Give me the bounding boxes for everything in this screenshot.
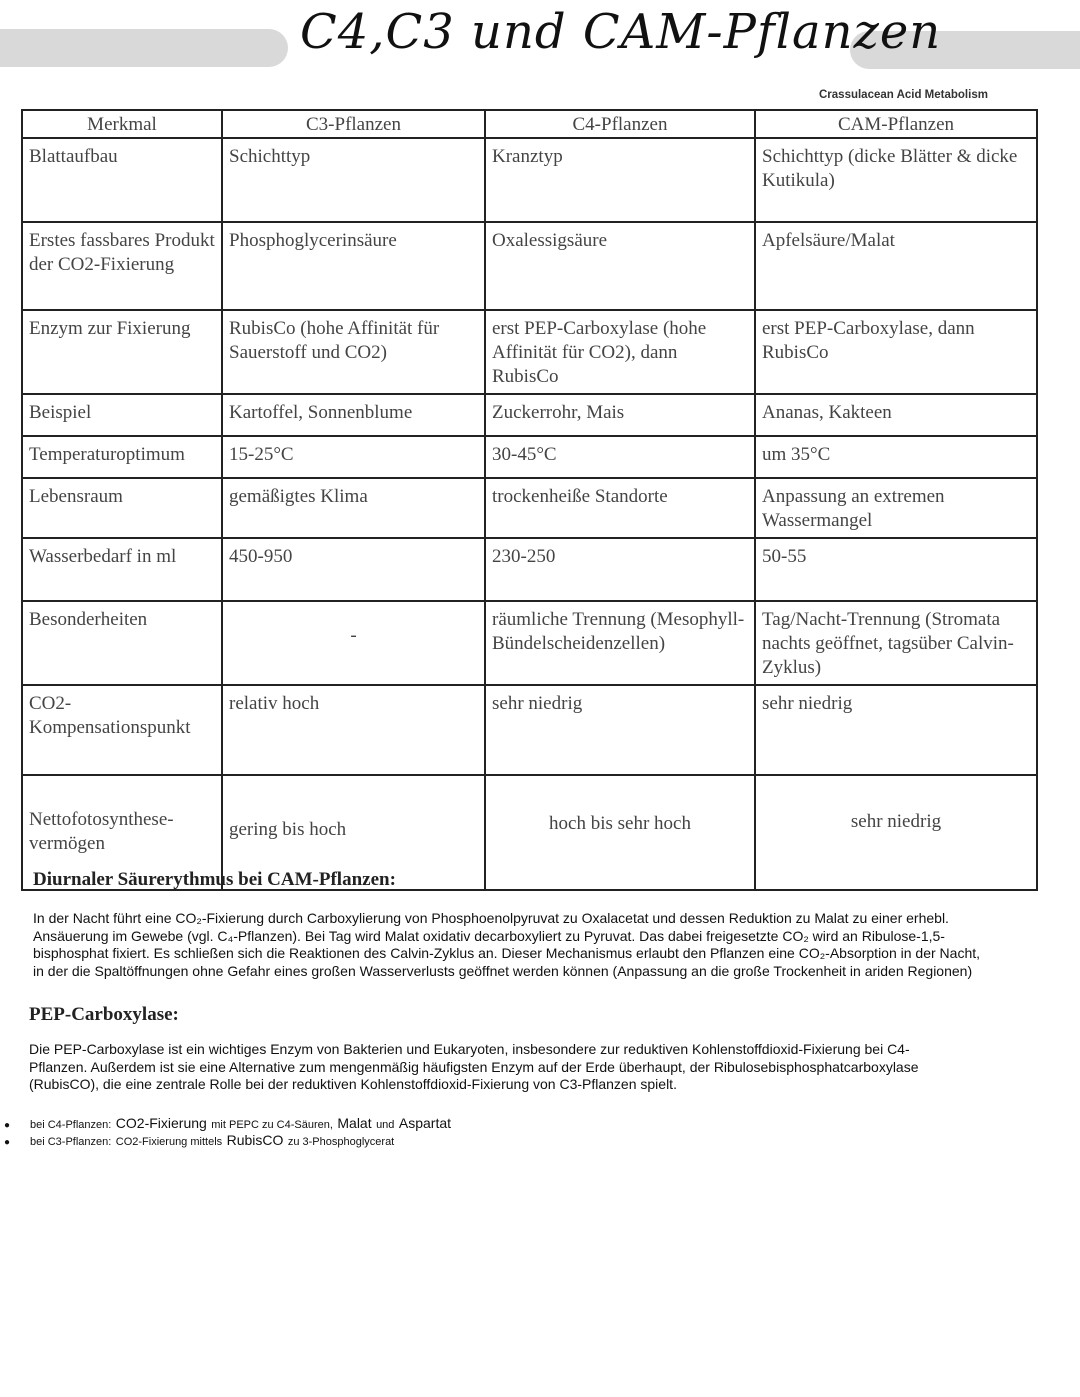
table-cell: Phosphoglycerinsäure: [222, 222, 485, 310]
table-cell: erst PEP-Carboxylase, dann RubisCo: [755, 310, 1037, 394]
list-item: ● bei C4-Pflanzen: CO2-Fixierung mit PEPC zu C4-Säuren, Malat und Aspartat: [4, 1115, 452, 1131]
section-heading-cam: Diurnaler Säurerythmus bei CAM-Pflanzen:: [33, 869, 396, 890]
header-merkmal: Merkmal: [22, 110, 222, 138]
row-label: Lebensraum: [22, 478, 222, 538]
table-cell: sehr niedrig: [755, 685, 1037, 775]
row-label: Temperaturoptimum: [22, 436, 222, 478]
table-cell: Tag/Nacht-Trennung (Stromata nachts geöffnet, tagsüber Calvin-Zyklus): [755, 601, 1037, 685]
table-cell: Ananas, Kakteen: [755, 394, 1037, 436]
table-cell: Kranztyp: [485, 138, 755, 222]
table-cell: 450-950: [222, 538, 485, 601]
table-cell: 50-55: [755, 538, 1037, 601]
bullet-icon: ●: [4, 1137, 11, 1148]
comparison-table: [21, 109, 1038, 891]
table-cell: relativ hoch: [222, 685, 485, 775]
table-cell: räumliche Trennung (Mesophyll-Bündelscheidenzellen): [485, 601, 755, 685]
list-item: ● bei C3-Pflanzen: CO2-Fixierung mittels RubisCO zu 3-Phosphoglycerat: [4, 1132, 395, 1148]
bullet-list: [4, 1115, 451, 1149]
table-cell: um 35°C: [755, 436, 1037, 478]
table-cell: sehr niedrig: [755, 775, 1037, 890]
table-cell: Anpassung an extremen Wassermangel: [755, 478, 1037, 538]
row-label: Besonderheiten: [22, 601, 222, 685]
table-cell: trockenheiße Standorte: [485, 478, 755, 538]
row-label: Erstes fassbares Produkt der CO2-Fixierung: [22, 222, 222, 310]
table-cell: -: [222, 601, 485, 685]
header-c3: C3-Pflanzen: [222, 110, 485, 138]
table-cell: gemäßigtes Klima: [222, 478, 485, 538]
table-row: [22, 222, 1037, 310]
table-cell: Oxalessigsäure: [485, 222, 755, 310]
header-cam: CAM-Pflanzen: [755, 110, 1037, 138]
table-row: [22, 138, 1037, 222]
row-label: CO2-Kompensationspunkt: [22, 685, 222, 775]
paragraph-pep: Die PEP-Carboxylase ist ein wichtiges Enzym von Bakterien und Eukaryoten, insbesondere zur reduktiven Kohlenstoffdioxid-Fixierung bei C4-Pflanzen. Außerdem ist sie eine Alternative zum mengenmäßig häufigsten Enzym auf der Erde überhaupt, der Ribulosebisphosphatcarboxylase (RubisCO), die eine zentrale Rolle bei der reduktiven Kohlenstoffdioxid-Fixierung von C3-Pflanzen spielt.: [29, 1041, 919, 1092]
page-title: C4,C3 und CAM-Pflanzen: [300, 4, 942, 60]
page-subtitle: Crassulacean Acid Metabolism: [819, 89, 988, 101]
table-cell: 30-45°C: [485, 436, 755, 478]
table-row: [22, 685, 1037, 775]
table-row: [22, 394, 1037, 436]
table-cell: hoch bis sehr hoch: [485, 775, 755, 890]
table-row: [22, 436, 1037, 478]
section-heading-pep: PEP-Carboxylase:: [29, 1004, 179, 1025]
decorative-bar-left: [0, 29, 288, 67]
table-cell: erst PEP-Carboxylase (hohe Affinität für CO2), dann RubisCo: [485, 310, 755, 394]
table-row: [22, 310, 1037, 394]
row-label: Beispiel: [22, 394, 222, 436]
row-label: Nettofotosynthese-vermögen: [22, 775, 222, 890]
table-cell: gering bis hoch: [222, 775, 485, 890]
table-cell: Zuckerrohr, Mais: [485, 394, 755, 436]
row-label: Wasserbedarf in ml: [22, 538, 222, 601]
table-row: [22, 601, 1037, 685]
paragraph-cam: In der Nacht führt eine CO₂-Fixierung durch Carboxylierung von Phosphoenolpyruvat zu Oxalacetat und dessen Reduktion zu Malat zu einer erhebl. Ansäuerung im Gewebe (vgl. C₄-Pflanzen). Bei Tag wird Malat oxidativ decarboxyliert zu Pyruvat. Das dabei freigesetzte CO₂ wird an Ribulose-1,5-bisphosphat fixiert. Es schließen sich die Reaktionen des Calvin-Zyklus an. Dieser Mechanismus erlaubt den Pflanzen eine CO₂-Absorption in der Nacht, in der die Spaltöffnungen ohne Gefahr eines großen Wasserverlusts geöffnet werden können (Anpassung an die große Trockenheit in ariden Regionen): [33, 910, 981, 979]
table-cell: Kartoffel, Sonnenblume: [222, 394, 485, 436]
table-cell: Schichttyp: [222, 138, 485, 222]
row-label: Blattaufbau: [22, 138, 222, 222]
header-c4: C4-Pflanzen: [485, 110, 755, 138]
table-row: [22, 538, 1037, 601]
table-cell: Apfelsäure/Malat: [755, 222, 1037, 310]
table-cell: Schichttyp (dicke Blätter & dicke Kutikula): [755, 138, 1037, 222]
table-cell: 230-250: [485, 538, 755, 601]
table-cell: sehr niedrig: [485, 685, 755, 775]
row-label: Enzym zur Fixierung: [22, 310, 222, 394]
table-cell: RubisCo (hohe Affinität für Sauerstoff und CO2): [222, 310, 485, 394]
bullet-icon: ●: [4, 1120, 11, 1131]
table-header-row: [22, 110, 1037, 138]
table-cell: 15-25°C: [222, 436, 485, 478]
table-row: [22, 478, 1037, 538]
